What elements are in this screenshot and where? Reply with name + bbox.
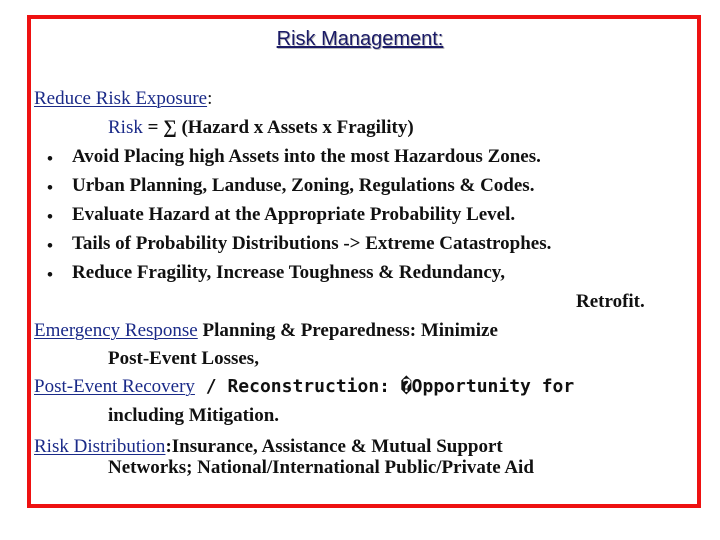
section-heading-post-event-recovery: Post-Event Recovery — [34, 376, 195, 397]
section-heading-reduce-risk-exposure: Reduce Risk Exposure — [34, 88, 208, 109]
risk-formula-risk: Risk — [108, 117, 143, 138]
section-risk-distribution-text: :Insurance, Assistance & Mutual Support — [165, 436, 503, 457]
bullet-icon: • — [47, 207, 53, 226]
bullet-item: Avoid Placing high Assets into the most Hazardous Zones. — [72, 146, 541, 167]
risk-formula-expression: = ∑ (Hazard x Assets x Fragility) — [142, 117, 414, 138]
section-emergency-response-text: Planning & Preparedness: Minimize — [197, 320, 498, 341]
section-risk-distribution-line2: Networks; National/International Public/Private Aid — [108, 457, 534, 478]
bullet-item: Urban Planning, Landuse, Zoning, Regulations & Codes. — [72, 175, 535, 196]
section-heading-emergency-response: Emergency Response — [34, 320, 198, 341]
section-emergency-response-line2: Post-Event Losses, — [108, 348, 259, 369]
section-post-event-recovery-line2: including Mitigation. — [108, 405, 280, 426]
bullet-item: Tails of Probability Distributions -> Extreme Catastrophes. — [72, 233, 552, 254]
section-risk-distribution — [34, 437, 503, 456]
bullet-item: Reduce Fragility, Increase Toughness & Redundancy, — [72, 262, 506, 283]
bullet-icon: • — [47, 149, 53, 168]
section-reduce-risk-exposure — [34, 89, 212, 108]
risk-formula — [108, 118, 414, 137]
bullet-icon: • — [47, 236, 53, 255]
slide-title: Risk Management: — [276, 28, 444, 50]
bullet-icon: • — [47, 178, 53, 197]
section-emergency-response — [34, 321, 498, 340]
section-heading-risk-distribution: Risk Distribution — [34, 436, 166, 457]
section-heading-colon: : — [207, 88, 213, 109]
section-post-event-recovery-text: / Reconstruction: �Opportunity for — [194, 376, 575, 397]
bullet-icon: • — [47, 265, 53, 284]
bullet-continuation: Retrofit. — [576, 291, 645, 312]
section-post-event-recovery — [34, 377, 574, 396]
bullet-item: Evaluate Hazard at the Appropriate Probability Level. — [72, 204, 516, 225]
